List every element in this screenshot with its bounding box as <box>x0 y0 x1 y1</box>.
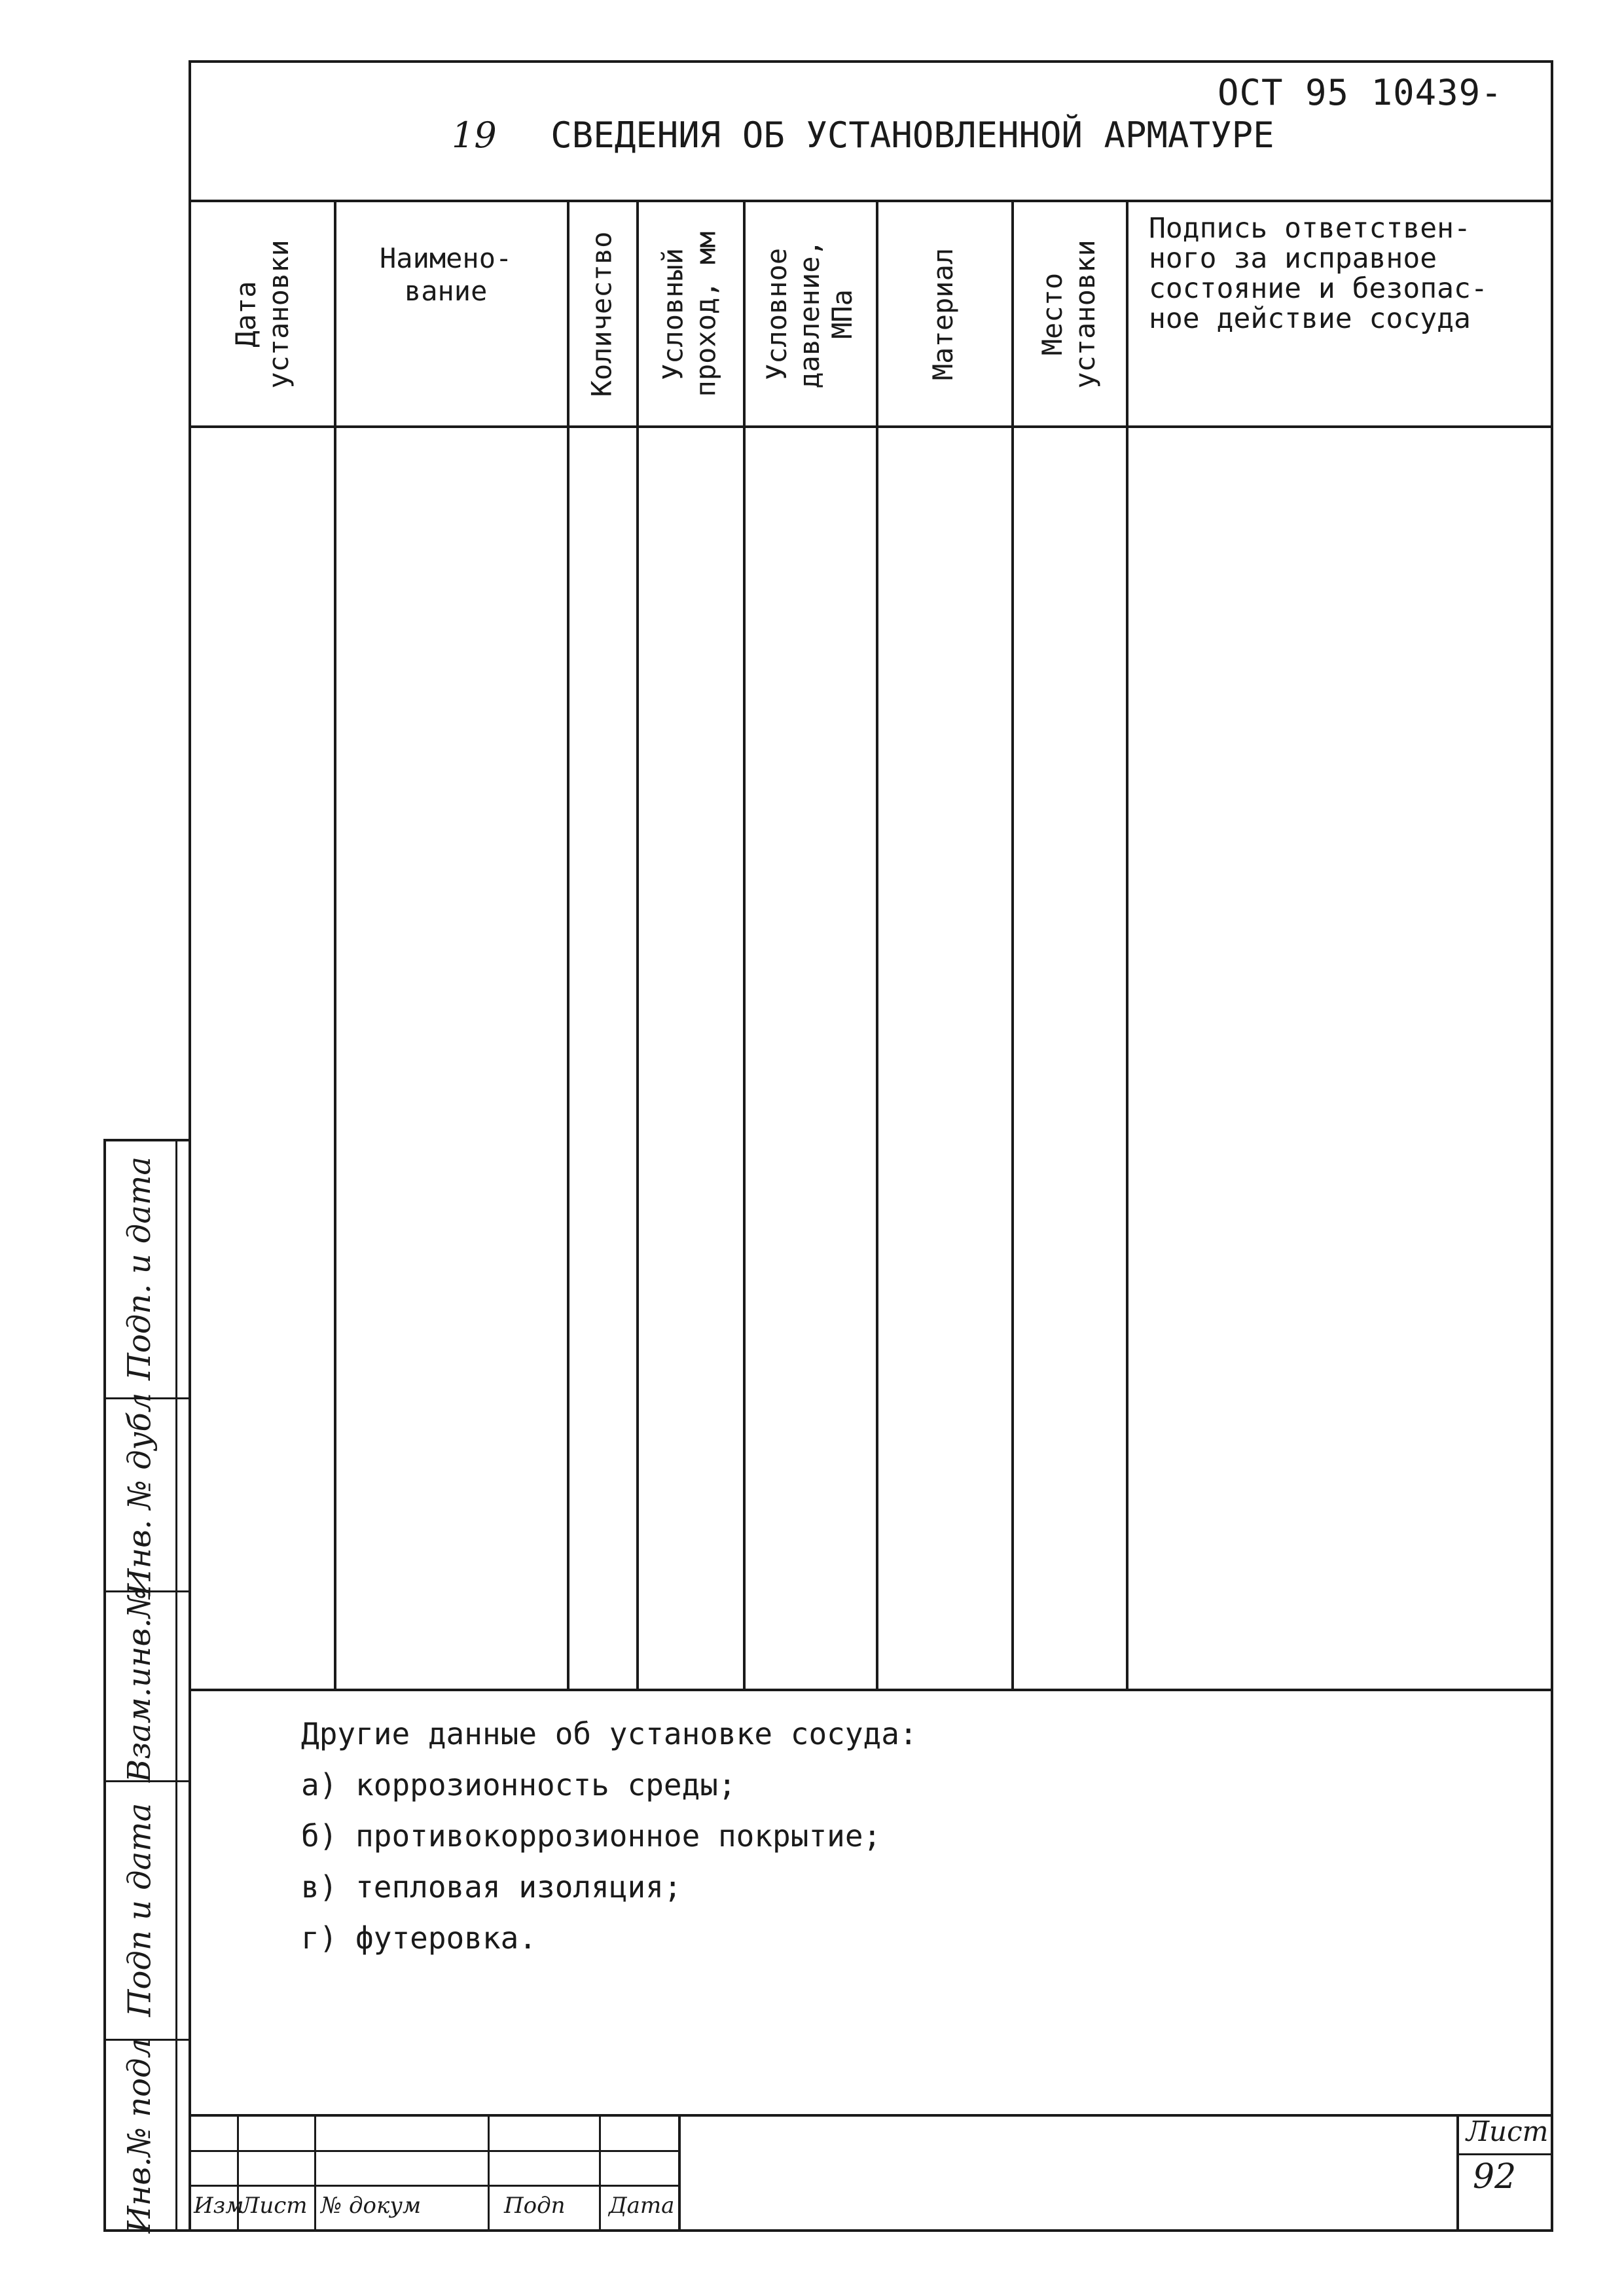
col-divider-1 <box>334 200 336 1690</box>
sheet-label: Лист <box>1466 2115 1549 2147</box>
standard-code: ОСТ 95 10439- <box>1218 72 1503 113</box>
table-bottom-divider <box>189 1689 1553 1691</box>
title-block-label: Подп <box>504 2193 566 2219</box>
note-item: в) тепловая изоляция; <box>301 1869 682 1905</box>
side-stamp-label: Подп и дата <box>121 1803 158 2017</box>
col-header-quantity: Количество <box>585 231 617 397</box>
section-title-row <box>452 115 1274 156</box>
installation-notes <box>301 1708 918 1964</box>
note-item: а) коррозионность среды; <box>301 1767 736 1803</box>
side-stamp-label: Подп. и дата <box>121 1156 158 1380</box>
title-block-label: Дата <box>609 2193 675 2219</box>
title-block-label: Лист <box>241 2193 308 2219</box>
title-block-top <box>189 2114 1553 2117</box>
title-block-label: № докум <box>321 2193 422 2219</box>
section-title: СВЕДЕНИЯ ОБ УСТАНОВЛЕННОЙ АРМАТУРЕ <box>550 115 1274 156</box>
col-header-material: Материал <box>927 247 960 381</box>
section-number: 19 <box>452 115 497 156</box>
side-stamp-divider <box>175 1139 177 2232</box>
col-header-signature: Подпись ответствен- ного за исправное состояние и безопас- ное действие сосуда <box>1149 212 1488 335</box>
col-header-install-place: Место установки <box>1036 240 1101 389</box>
header-divider <box>189 200 1553 202</box>
side-stamp-label: Взам.инв.№ <box>121 1588 158 1783</box>
side-stamp-label: Инв. № дубл <box>121 1392 158 1596</box>
note-item: б) противокоррозионное покрытие; <box>301 1818 882 1854</box>
title-block-label: Изм <box>194 2193 244 2219</box>
notes-heading: Другие данные об установке сосуда: <box>301 1716 918 1751</box>
side-stamp-label: Инв.№ подл <box>121 2037 158 2233</box>
table-header-divider <box>189 425 1553 428</box>
col-header-nominal-pressure: Условное давление, МПа <box>760 240 858 389</box>
note-item: г) футеровка. <box>301 1920 537 1956</box>
sheet-number: 92 <box>1473 2157 1517 2197</box>
col-divider-7 <box>1126 200 1128 1690</box>
col-header-install-date: Дата установки <box>230 240 295 389</box>
col-header-nominal-bore: Условный проход, мм <box>657 231 722 397</box>
col-header-name: Наимено- вание <box>380 242 513 307</box>
